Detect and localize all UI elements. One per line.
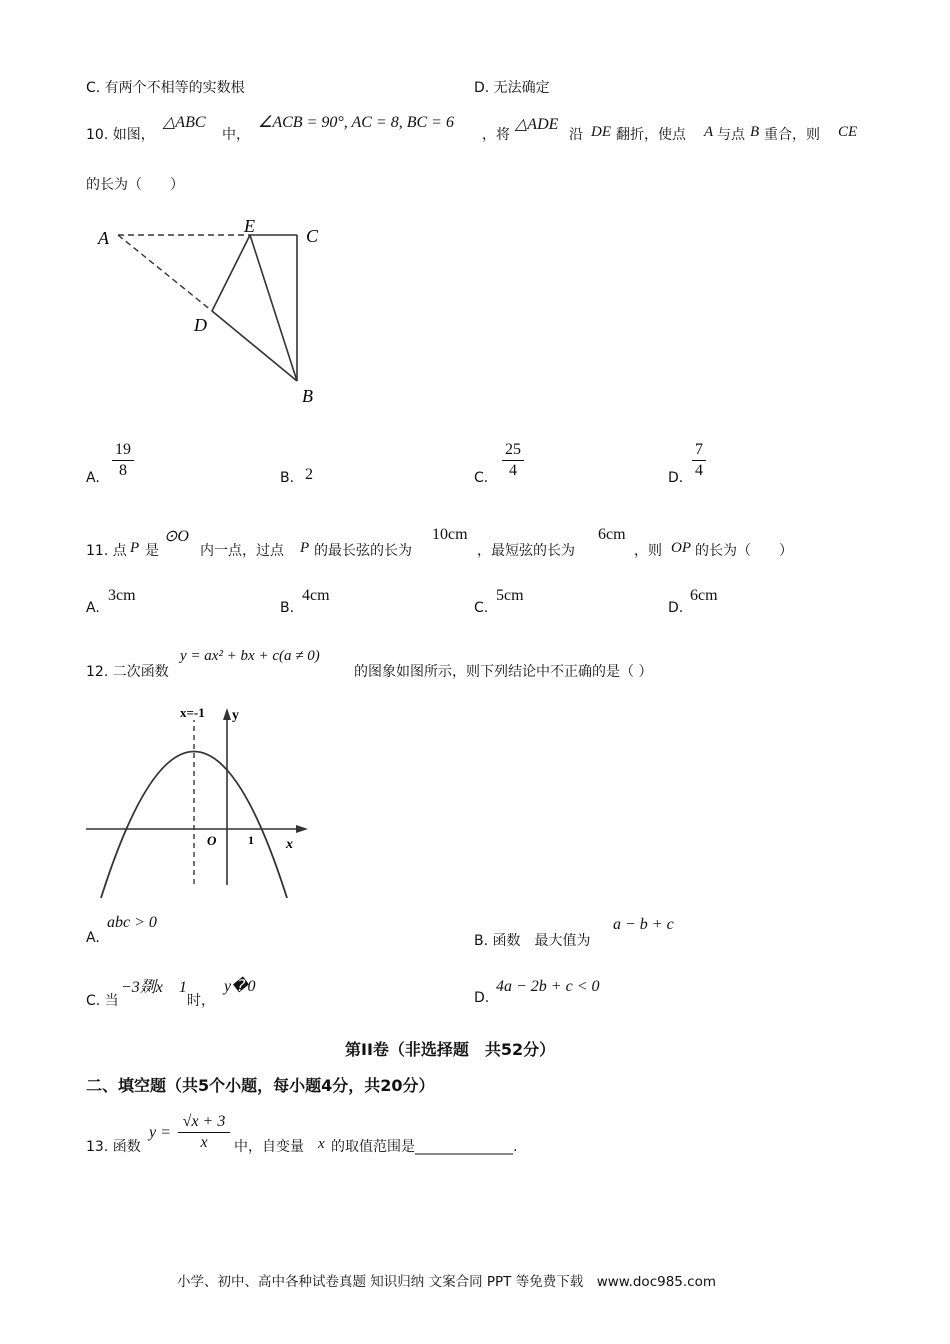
q10-label-d: D (194, 315, 207, 335)
q10-line-2: 的长为（ ） (86, 177, 184, 193)
q10-option-b-value: 2 (305, 466, 313, 483)
q10-label-c: C (306, 226, 319, 246)
q10-condition: ∠ACB = 90°, AC = 8, BC = 6 (258, 114, 454, 131)
q11-circle-o: ⊙O (164, 528, 189, 545)
q10-a: A (704, 124, 714, 140)
q10-ce: CE (838, 124, 858, 140)
q10-b: B (750, 124, 760, 140)
q10-triangle-abc: △ABC (163, 114, 206, 131)
q11-option-b-label: B. (280, 600, 295, 616)
q12-option-c-text: 时， (187, 993, 215, 1009)
q12-function: y = ax² + bx + c(a ≠ 0) (180, 648, 320, 664)
q12-label-x: x (286, 837, 293, 852)
q11-option-a-value: 3cm (108, 587, 136, 604)
q10-seg-ed (212, 235, 250, 311)
q11-text-4: ，最短弦的长为 (477, 543, 575, 559)
q11-op: OP (671, 540, 691, 556)
q11-option-a-label: A. (86, 600, 100, 616)
q10-seg-db (212, 311, 297, 381)
q11-longest-chord: 10cm (432, 526, 468, 543)
q10-text-3: 沿 (569, 127, 583, 143)
q11-option-c-label: C. (474, 600, 489, 616)
q10-option-a-fraction (112, 441, 134, 480)
q10-option-c-numerator: 25 (505, 441, 521, 458)
footer-text: 小学、初中、高中各种试卷真题 知识归纳 文案合同 PPT 等免费下载 www.doc985.com (177, 1274, 717, 1290)
q12-label-y: y (232, 708, 239, 723)
q10-option-d-fraction (692, 441, 706, 480)
q10-de: DE (591, 124, 611, 140)
q12-option-c-label: C. 当 (86, 993, 119, 1009)
q13-fraction (178, 1113, 230, 1152)
q12-option-a-value: abc > 0 (107, 914, 157, 931)
q11-p: P (130, 540, 140, 556)
q9-option-c: C. 有两个不相等的实数根 (86, 80, 245, 96)
q11-number: 11. 点 (86, 543, 127, 559)
q10-option-b-label: B. (280, 470, 295, 486)
q12-label-one: 1 (248, 833, 254, 847)
q11-option-d-label: D. (668, 600, 684, 616)
q12-x-axis-arrow (296, 825, 308, 833)
q10-option-c-fraction (502, 441, 524, 480)
q12-text: 的图象如图所示，则下列结论中不正确的是（ ） (354, 664, 653, 680)
q12-label-origin: O (207, 833, 217, 848)
q10-triangle-figure (90, 210, 340, 410)
q12-option-a-label: A. (86, 930, 100, 946)
part-title: 二、填空题（共5个小题，每小题4分，共20分） (86, 1076, 435, 1095)
q12-option-c-range: −3剟x 1 (121, 979, 187, 996)
q11-option-d-value: 6cm (690, 587, 718, 604)
q10-text-2: ，将 (482, 127, 510, 143)
q13-y-equals: y = (149, 1124, 171, 1141)
q10-seg-eb (250, 235, 297, 381)
q11-text-5: ，则 (634, 543, 662, 559)
q11-option-c-value: 5cm (496, 587, 524, 604)
q11-option-b-value: 4cm (302, 587, 330, 604)
q12-option-b-value: a − b + c (613, 916, 674, 933)
q11-text-6: 的长为（ ） (695, 543, 793, 559)
q12-parabola-graph (86, 700, 316, 900)
q10-text-5: 与点 (717, 127, 745, 143)
q10-option-a-label: A. (86, 470, 100, 486)
q9-option-d: D. 无法确定 (474, 80, 550, 96)
q13-number: 13. 函数 (86, 1139, 141, 1155)
q10-text-4: 翻折，使点 (616, 127, 686, 143)
q12-option-d-label: D. (474, 990, 490, 1006)
q12-label-symmetry: x=-1 (180, 705, 205, 720)
q10-triangle-ade: △ADE (515, 116, 559, 133)
q10-option-d-numerator: 7 (695, 441, 703, 458)
q11-text-1: 是 (145, 543, 159, 559)
q10-text-6: 重合，则 (764, 127, 820, 143)
q11-text-2: 内一点，过点 (200, 543, 284, 559)
q13-denominator: x (200, 1134, 208, 1151)
q11-p2: P (300, 540, 310, 556)
q10-option-a-numerator: 19 (115, 441, 131, 458)
q10-text-1: 中， (222, 127, 250, 143)
q10-seg-ad-dashed (118, 235, 212, 311)
q10-option-d-denominator: 4 (695, 462, 703, 479)
q10-option-a-denominator: 8 (119, 462, 127, 479)
q10-number: 10. 如图， (86, 127, 155, 143)
q13-text-1: 中，自变量 (234, 1139, 304, 1155)
q12-number: 12. 二次函数 (86, 664, 169, 680)
q12-y-axis-arrow (223, 708, 231, 720)
q12-option-c-value: y�0 (224, 978, 256, 995)
q12-option-b-label: B. 函数 最大值为 (474, 933, 591, 949)
volume-title: 第II卷（非选择题 共52分） (345, 1040, 556, 1059)
q11-text-3: 的最长弦的长为 (314, 543, 412, 559)
q10-label-a: A (98, 228, 109, 248)
q11-shortest-chord: 6cm (598, 526, 626, 543)
q10-label-e: E (244, 216, 255, 236)
q13-text-2: 的取值范围是______________. (331, 1139, 518, 1155)
q13-numerator: √x + 3 (182, 1113, 226, 1130)
q10-option-d-label: D. (668, 470, 684, 486)
q10-option-c-denominator: 4 (509, 462, 517, 479)
q10-label-b: B (302, 386, 313, 406)
q12-option-d-value: 4a − 2b + c < 0 (496, 978, 600, 995)
q10-option-c-label: C. (474, 470, 489, 486)
q13-x: x (318, 1136, 325, 1152)
